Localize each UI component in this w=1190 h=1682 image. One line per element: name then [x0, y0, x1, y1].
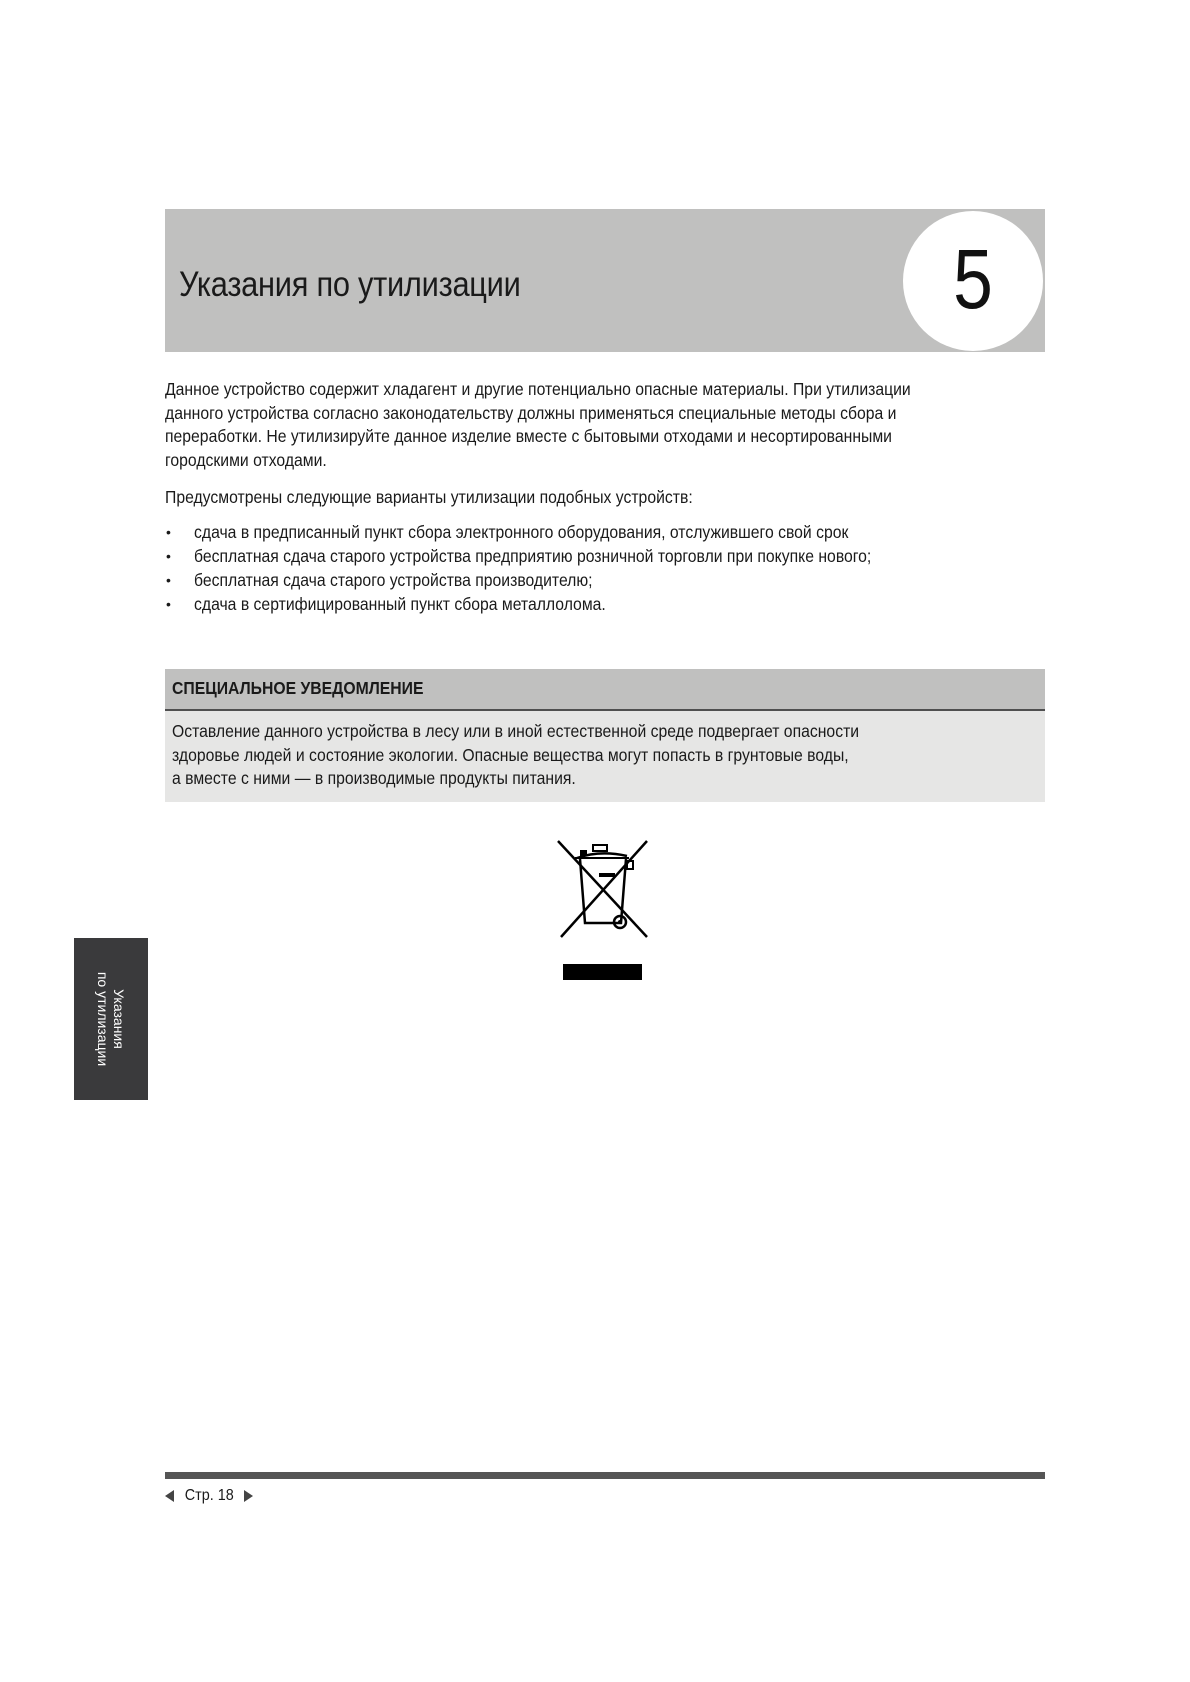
notice-line: а вместе с ними — в производимые продукты питания. [172, 768, 576, 788]
notice-title: СПЕЦИАЛЬНОЕ УВЕДОМЛЕНИЕ [172, 678, 424, 698]
page-number: Стр. 18 [184, 1487, 234, 1504]
intro-line: данного устройства согласно законодательству должны применяться специальные методы сбора и [165, 402, 897, 423]
bullet-icon: • [166, 548, 171, 564]
side-tab-line: Указания [111, 989, 127, 1049]
notice-line: здоровье людей и состояние экологии. Опасные вещества могут попасть в грунтовые воды, [172, 744, 849, 765]
page-title: Указания по утилизации [179, 265, 521, 304]
bullet-icon: • [166, 572, 171, 588]
options-lead-text: Предусмотрены следующие варианты утилизации подобных устройств: [165, 487, 693, 507]
notice-header [165, 669, 1045, 711]
list-item [165, 593, 1045, 617]
options-lead [165, 486, 1045, 510]
bullet-icon: • [166, 524, 171, 540]
special-notice [165, 669, 1045, 802]
disposal-options-list [165, 521, 1045, 617]
chapter-number-badge [903, 211, 1043, 351]
bullet-icon: • [166, 596, 171, 612]
side-tab-label [95, 972, 127, 1066]
chapter-header [165, 209, 1045, 352]
next-page-icon[interactable] [244, 1490, 253, 1502]
prev-page-icon[interactable] [165, 1490, 174, 1502]
crossed-out-wheelie-bin-icon [555, 838, 655, 983]
footer-divider [165, 1472, 1045, 1479]
list-item-text: сдача в предписанный пункт сбора электронного оборудования, отслужившего свой срок [194, 522, 849, 542]
list-item [165, 569, 1045, 593]
section-side-tab[interactable] [74, 938, 148, 1100]
intro-line: Данное устройство содержит хладагент и другие потенциально опасные материалы. При утилизации [165, 379, 911, 399]
intro-line: городскими отходами. [165, 449, 327, 470]
page-navigation [165, 1486, 253, 1506]
list-item-text: бесплатная сдача старого устройства производителю; [194, 570, 593, 590]
list-item-text: сдача в сертифицированный пункт сбора металлолома. [194, 594, 606, 614]
chapter-number: 5 [953, 232, 993, 326]
notice-body [165, 711, 1045, 802]
side-tab-line: по утилизации [95, 971, 111, 1067]
notice-line: Оставление данного устройства в лесу или в иной естественной среде подвергает опасности [172, 721, 860, 741]
intro-line: переработки. Не утилизируйте данное изделие вместе с бытовыми отходами и несортированными [165, 426, 892, 446]
list-item [165, 521, 1045, 545]
list-item-text: бесплатная сдача старого устройства предприятию розничной торговли при покупке нового; [194, 546, 872, 566]
intro-paragraph [165, 378, 1045, 472]
list-item [165, 545, 1045, 569]
